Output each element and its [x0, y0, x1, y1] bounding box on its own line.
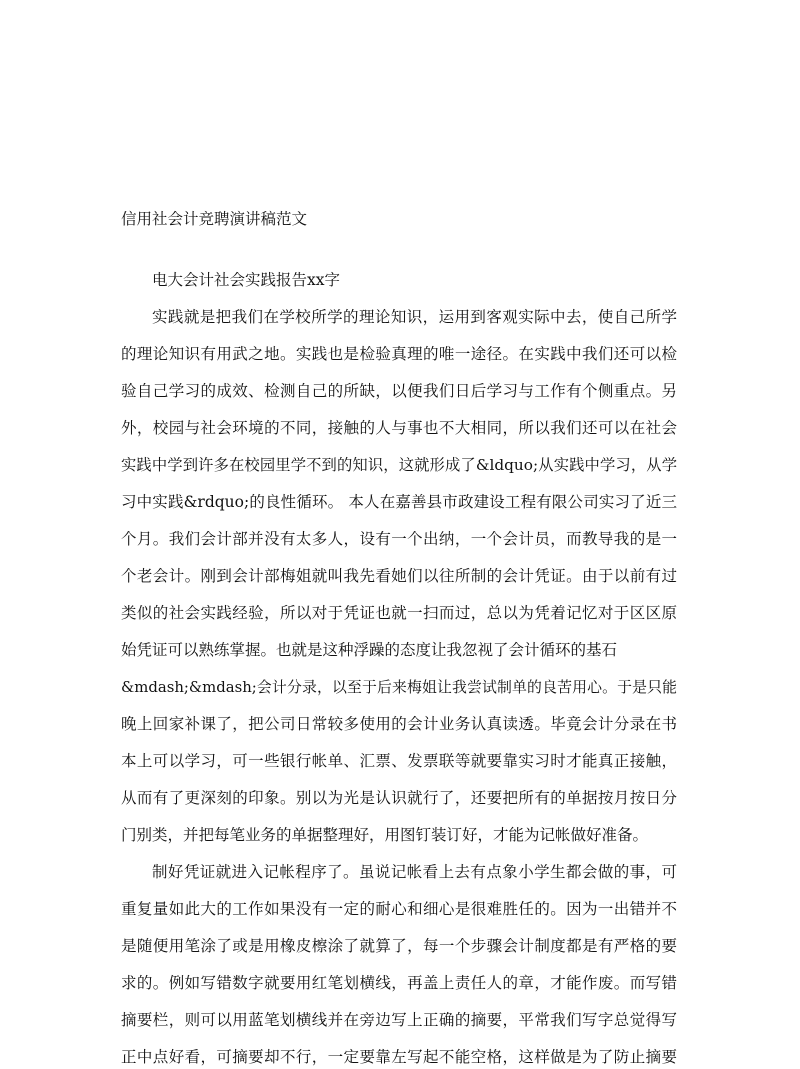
paragraph-1-line: 从而有了更深刻的印象。别以为光是认识就行了，还要把所有的单据按月按日分 — [121, 789, 677, 807]
paragraph-2-line: 摘要栏，则可以用蓝笔划横线并在旁边写上正确的摘要，平常我们写字总觉得写 — [121, 1011, 677, 1029]
paragraph-1-line: 始凭证可以熟练掌握。也就是这种浮躁的态度让我忽视了会计循环的基石 — [121, 641, 618, 659]
paragraph-1-line: 类似的社会实践经验，所以对于凭证也就一扫而过，总以为凭着记忆对于区区原 — [121, 604, 677, 622]
document-title: 信用社会计竞聘演讲稿范文 — [121, 210, 308, 228]
paragraph-1-line: 晚上回家补课了，把公司日常较多使用的会计业务认真读透。毕竟会计分录在书 — [121, 715, 677, 733]
paragraph-2-line: 求的。例如写错数字就要用红笔划横线，再盖上责任人的章，才能作废。而写错 — [121, 974, 677, 992]
paragraph-1-line: 实践就是把我们在学校所学的理论知识，运用到客观实际中去，使自己所学 — [152, 308, 677, 326]
paragraph-1-line: 个老会计。刚到会计部梅姐就叫我先看她们以往所制的会计凭证。由于以前有过 — [121, 567, 677, 585]
paragraph-2-line: 重复量如此大的工作如果没有一定的耐心和细心是很难胜任的。因为一出错并不 — [121, 900, 677, 918]
paragraph-1-line: 验自己学习的成效、检测自己的所缺，以便我们日后学习与工作有个侧重点。另 — [121, 382, 677, 400]
paragraph-1-line: 的理论知识有用武之地。实践也是检验真理的唯一途径。在实践中我们还可以检 — [121, 345, 677, 363]
paragraph-2-line: 正中点好看，可摘要却不行，一定要靠左写起不能空格，这样做是为了防止摘要 — [121, 1048, 677, 1066]
paragraph-1-line: 实践中学到许多在校园里学不到的知识，这就形成了&ldquo;从实践中学习，从学 — [121, 456, 677, 474]
paragraph-2-line: 是随便用笔涂了或是用橡皮檫涂了就算了，每一个步骤会计制度都是有严格的要 — [121, 937, 677, 955]
paragraph-1-line: 个月。我们会计部并没有太多人，设有一个出纳，一个会计员，而教导我的是一 — [121, 530, 677, 548]
report-subtitle: 电大会计社会实践报告xx字 — [152, 271, 340, 289]
paragraph-1-line: 门别类，并把每笔业务的单据整理好，用图钉装订好，才能为记帐做好准备。 — [121, 826, 649, 844]
paragraph-1-line: 习中实践&rdquo;的良性循环。 本人在嘉善县市政建设工程有限公司实习了近三 — [121, 493, 677, 511]
paragraph-1-line: 本上可以学习，可一些银行帐单、汇票、发票联等就要靠实习时才能真正接触， — [121, 752, 677, 770]
paragraph-1-line: 外，校园与社会环境的不同，接触的人与事也不大相同，所以我们还可以在社会 — [121, 419, 677, 437]
paragraph-2-line: 制好凭证就进入记帐程序了。虽说记帐看上去有点象小学生都会做的事，可 — [152, 863, 677, 881]
paragraph-1-line: &mdash;&mdash;会计分录，以至于后来梅姐让我尝试制单的良苦用心。于是只能 — [121, 678, 677, 696]
